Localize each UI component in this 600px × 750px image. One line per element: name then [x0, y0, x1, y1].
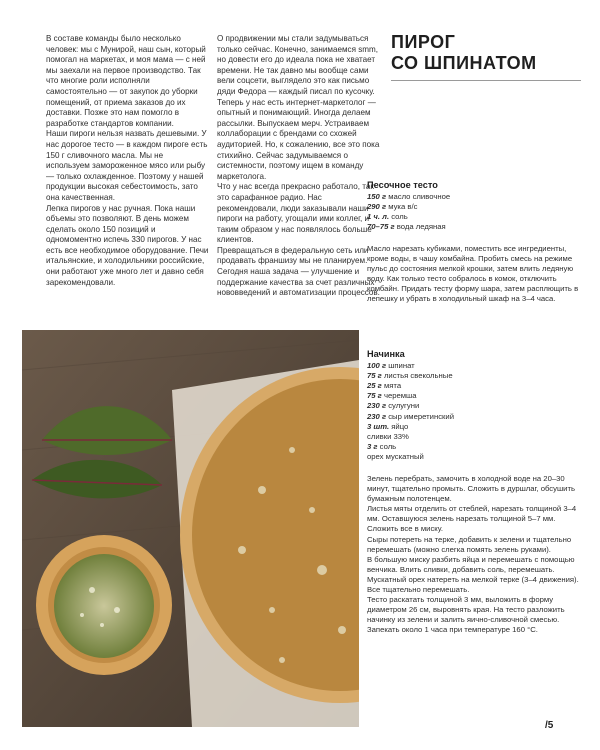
ingredient-row [367, 422, 582, 432]
ingredient-quantity: 150 г [367, 192, 389, 202]
filling-instructions: Зелень перебрать, замочить в холодной воде на 20–30 минут, тщательно промыть. Сложить в дуршлаг, обсушить бумажным полотенцем. Листья мяты отделить от стеблей, нарезать толщиной 3–4 мм. Оставшуюся зелень нарезать толщиной 5–7 мм. Сложить все в миску. Сыры потереть на терке, добавить к зелени и тщательно перемешать (можно слегка помять зелень руками). В большую миску разбить яйца и перемешать с помощью венчика. Влить сливки, добавить соль, перемешать. Мускатный орех натереть на мелкой терке (3–4 движения). Все тщательно перемешать. Тесто раскатать толщиной 3 мм, выложить в форму диаметром 26 см, выровнять края. На тесто разложить начинку из зелени и залить яично-сливочной смесью. Запекать около 1 часа при температуре 160 °С. [367, 474, 579, 635]
ingredient-name: орех мускатный [367, 451, 424, 461]
ingredient-row [367, 361, 582, 371]
ingredient-row [367, 381, 582, 391]
ingredient-name: мука в/с [388, 202, 418, 212]
ingredient-name: вода ледяная [396, 222, 446, 232]
article-column-1 [46, 34, 209, 288]
spinach-pie-photo [22, 330, 359, 727]
article-text-2: О продвижении мы стали задумываться только сейчас. Конечно, занимаемся smm, но довести его до идеала пока не хватает времени. Не так давно мы вообще сами вели соцсети, выглядело это как письмо дяди Федора — каждый писал по кусочку. Теперь у нас есть интернет-маркетолог — опытный и понимающий. Иногда делаем рассылки. Выпускаем мерч. Устраиваем коллаборации с брендами со схожей аудиторией. Но, к сожалению, все это пока стихийно. Сейчас задумываемся о системности, поэтому ищем в команду маркетолога. Что у нас всегда прекрасно работало, так это сарафанное радио. Нас рекомендовали, люди заказывали наши пироги на работу, угощали ими коллег, и таким образом у нас появлялось больше клиентов. Превращаться в федеральную сеть или продавать франшизу мы не планируем. Сегодня наша задача — улучшение и поддержание качества за счет различных нововведений и автоматизации процессов. [217, 34, 380, 298]
filling-heading: Начинка [367, 349, 405, 359]
dough-ingredient-list [367, 192, 582, 232]
ingredient-name: соль [379, 441, 397, 451]
ingredient-name: сливки 33% [367, 431, 409, 441]
ingredient-name: листья свекольные [383, 371, 453, 381]
ingredient-quantity: 75 г [367, 391, 384, 401]
ingredient-name: мята [383, 381, 402, 391]
ingredient-row [367, 192, 582, 202]
dough-section [367, 180, 582, 232]
ingredient-row [367, 432, 582, 442]
page-number: /5 [545, 720, 554, 731]
dough-instructions: Масло нарезать кубиками, поместить все ингредиенты, кроме воды, в чашу комбайна. Пробить смесь на режиме пульс до состояния мелкой крошки, затем влить ледяную воду. Как только тесто собралось в комок, отключить комбайн. Придать тесту форму шара, затем расплющить в лепешку и убрать в холодильный шкаф на 3–4 часа. [367, 244, 579, 304]
ingredient-quantity: 100 г [367, 361, 389, 371]
ingredient-quantity: 230 г [367, 411, 389, 421]
ingredient-row [367, 442, 582, 452]
ingredient-row [367, 222, 582, 232]
ingredient-row [367, 202, 582, 212]
ingredient-quantity: 70–75 г [367, 222, 397, 232]
ingredient-row [367, 452, 582, 462]
ingredient-name: сулугуни [388, 401, 420, 411]
ingredient-name: сыр имеретинский [388, 411, 454, 421]
dough-heading: Песочное тесто [367, 180, 438, 190]
ingredient-row [367, 371, 582, 381]
pie-photo-illustration [22, 330, 359, 727]
filling-ingredient-list [367, 361, 582, 462]
ingredient-quantity: 75 г [367, 371, 384, 381]
filling-section [367, 349, 582, 462]
article-column-2 [217, 34, 380, 299]
ingredient-name: яйцо [391, 421, 409, 431]
ingredient-quantity: 1 ч. л. [367, 212, 392, 222]
ingredient-name: шпинат [388, 361, 415, 371]
ingredient-row [367, 212, 582, 222]
ingredient-row [367, 391, 582, 401]
ingredient-name: соль [391, 212, 408, 222]
ingredient-quantity: 290 г [367, 202, 389, 212]
ingredient-quantity: 3 шт. [367, 421, 392, 431]
recipe-title: ПИРОГ СО ШПИНАТОМ [391, 32, 537, 73]
ingredient-quantity: 3 г [367, 441, 380, 451]
title-divider [391, 80, 581, 81]
ingredient-row [367, 412, 582, 422]
ingredient-name: масло сливочное [388, 192, 451, 202]
ingredient-row [367, 401, 582, 411]
ingredient-name: черемша [383, 391, 417, 401]
ingredient-quantity: 25 г [367, 381, 384, 391]
ingredient-quantity: 230 г [367, 401, 389, 411]
article-text-1: В составе команды было несколько человек: мы с Мунирой, наш сын, который помогал на маркетах, и моя мама — с ней мы заехали на первое производство. Так что многие роли исполняли самостоятельно — от закупок до уборки помещений, от приема заказов до их доставки. Позже это нам помогло в разработке стандартов компании. Наши пироги нельзя назвать дешевыми. У нас дорогое тесто — в каждом пироге есть 150 г сливочного масла. Мы не используем замороженное мясо или рыбу — только охлажденное. Поэтому у нашей продукции высокая себестоимость, зато она качественная. Лепка пирогов у нас ручная. Пока наши объемы это позволяют. В день можем сделать около 150 позиций и одномоментно испечь 330 пирогов. У нас есть все необходимое оборудование. Печи итальянские, и холодильники российские, они работают уже много лет и давно себя зарекомендовали. [46, 34, 209, 287]
